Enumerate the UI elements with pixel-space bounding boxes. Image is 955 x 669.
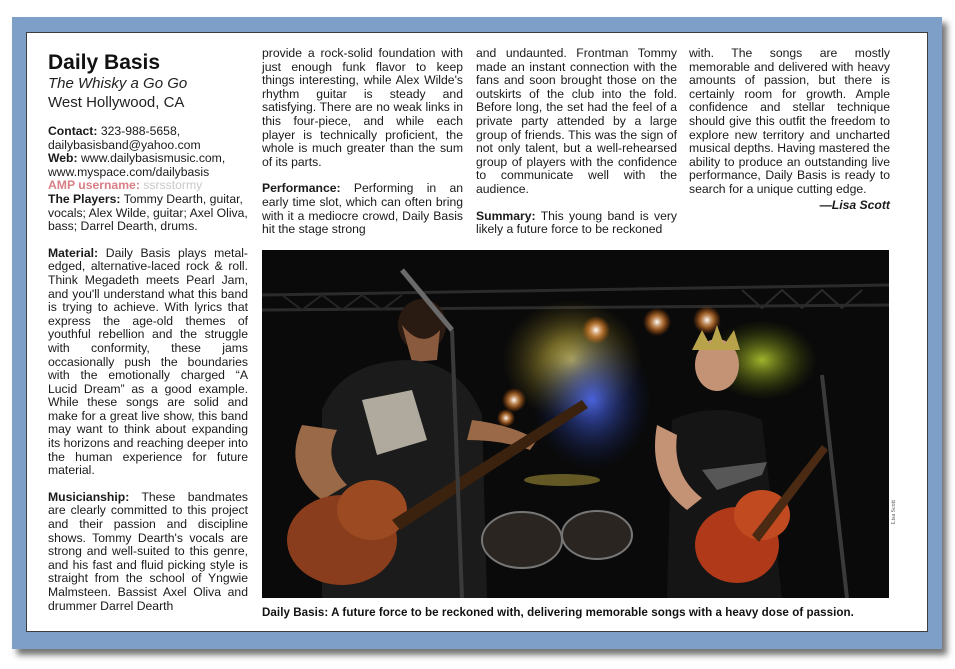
photo-credit: Lisa Scott (891, 500, 897, 525)
band-name: Daily Basis (48, 51, 161, 74)
contact-block (48, 125, 248, 193)
musicianship-text: These bandmates are clearly committed to this project and their passion and discipline shows. Tommy Dearth's vocals are strong and well-suited to this genre, and his fast and fluid picking style is straight from the school of Yngwie Malmsteen. Bassist Axel Oliva and drummer Darrel Dearth (48, 489, 248, 613)
contact-label: Contact: (48, 124, 98, 138)
column-1 (48, 47, 248, 626)
musicianship-paragraph (48, 491, 248, 613)
web-label: Web: (48, 151, 78, 166)
musicianship-continued: provide a rock-solid foundation with just enough funk flavor to keep things interesting, while Alex Wilde's rhythm guitar is steady and satisfying. There are no weak links in this four-piece, and while each player is technically proficient, the whole is much greater than the sum of its parts. (262, 46, 463, 169)
summary-paragraph (476, 210, 677, 237)
concert-photo-illustration (262, 250, 889, 598)
material-paragraph (48, 247, 248, 478)
amp-username-label: AMP username: (48, 178, 140, 193)
column-2 (262, 47, 463, 250)
performance-text: Performing in an early time slot, which can often bring with it a mediocre crowd, Daily Basis hit the stage strong (262, 181, 464, 237)
column-3 (476, 47, 677, 250)
contact-email: dailybasisband@yahoo.com (48, 137, 201, 152)
web-link-2[interactable]: www.myspace.com/dailybasis (48, 164, 210, 179)
players-text: Tommy Dearth, guitar, vocals; Alex Wilde, guitar; Axel Oliva, bass; Darrel Dearth, drums. (48, 191, 248, 234)
performance-paragraph (262, 182, 463, 236)
photo-caption: Daily Basis: A future force to be reckoned with, delivering memorable songs with a heavy dose of passion. (262, 606, 854, 619)
material-text: Daily Basis plays metal-edged, alternative-laced rock & roll. Think Megadeth meets Pearl Jam, and you'll understand what this band is trying to achieve. With lyrics that express the age-old themes of youthful rebellion and the struggle with conformity, these jams occasionally push the boundaries with the emotionally charged “A Lucid Dream” as a good example. While these songs are solid and make for a great live show, this band may want to think about expanding its horizons and reaching deeper into the human experience for future material. (48, 245, 248, 478)
author-signature: —Lisa Scott (819, 197, 890, 212)
venue-location: West Hollywood, CA (48, 94, 185, 111)
web-link-1[interactable]: www.dailybasismusic.com, (80, 151, 226, 166)
band-photo (262, 250, 889, 598)
players-paragraph (48, 193, 248, 234)
column-4 (689, 47, 890, 212)
venue-name: The Whisky a Go Go (48, 75, 188, 92)
material-label: Material: (48, 245, 99, 260)
performance-continued: and undaunted. Frontman Tommy made an instant connection with the fans and soon brought those on the outskirts of the club into the fold. Before long, the set had the feel of a private party attended by a large group of friends. This was the sign of not only talent, but a well-rehearsed group of players with the confidence to communicate well with the audience. (476, 46, 677, 196)
summary-label: Summary: (476, 208, 536, 223)
players-label: The Players: (48, 191, 121, 206)
summary-continued: with. The songs are mostly memorable and delivered with heavy amounts of passion, but there is certainly room for growth. Ample confidence and stellar technique should give this outfit the freedom to explore new territory and uncharted musical depths. Having mastered the ability to produce an outstanding live performance, Daily Basis is ready to search for a unique cutting edge. (689, 46, 890, 196)
summary-text: This young band is very likely a future force to be reckoned (476, 208, 678, 237)
performance-label: Performance: (262, 181, 341, 196)
musicianship-label: Musicianship: (48, 489, 130, 504)
amp-username-value: ssrsstormy (143, 178, 203, 193)
contact-phone: 323-988-5658, (100, 124, 181, 138)
